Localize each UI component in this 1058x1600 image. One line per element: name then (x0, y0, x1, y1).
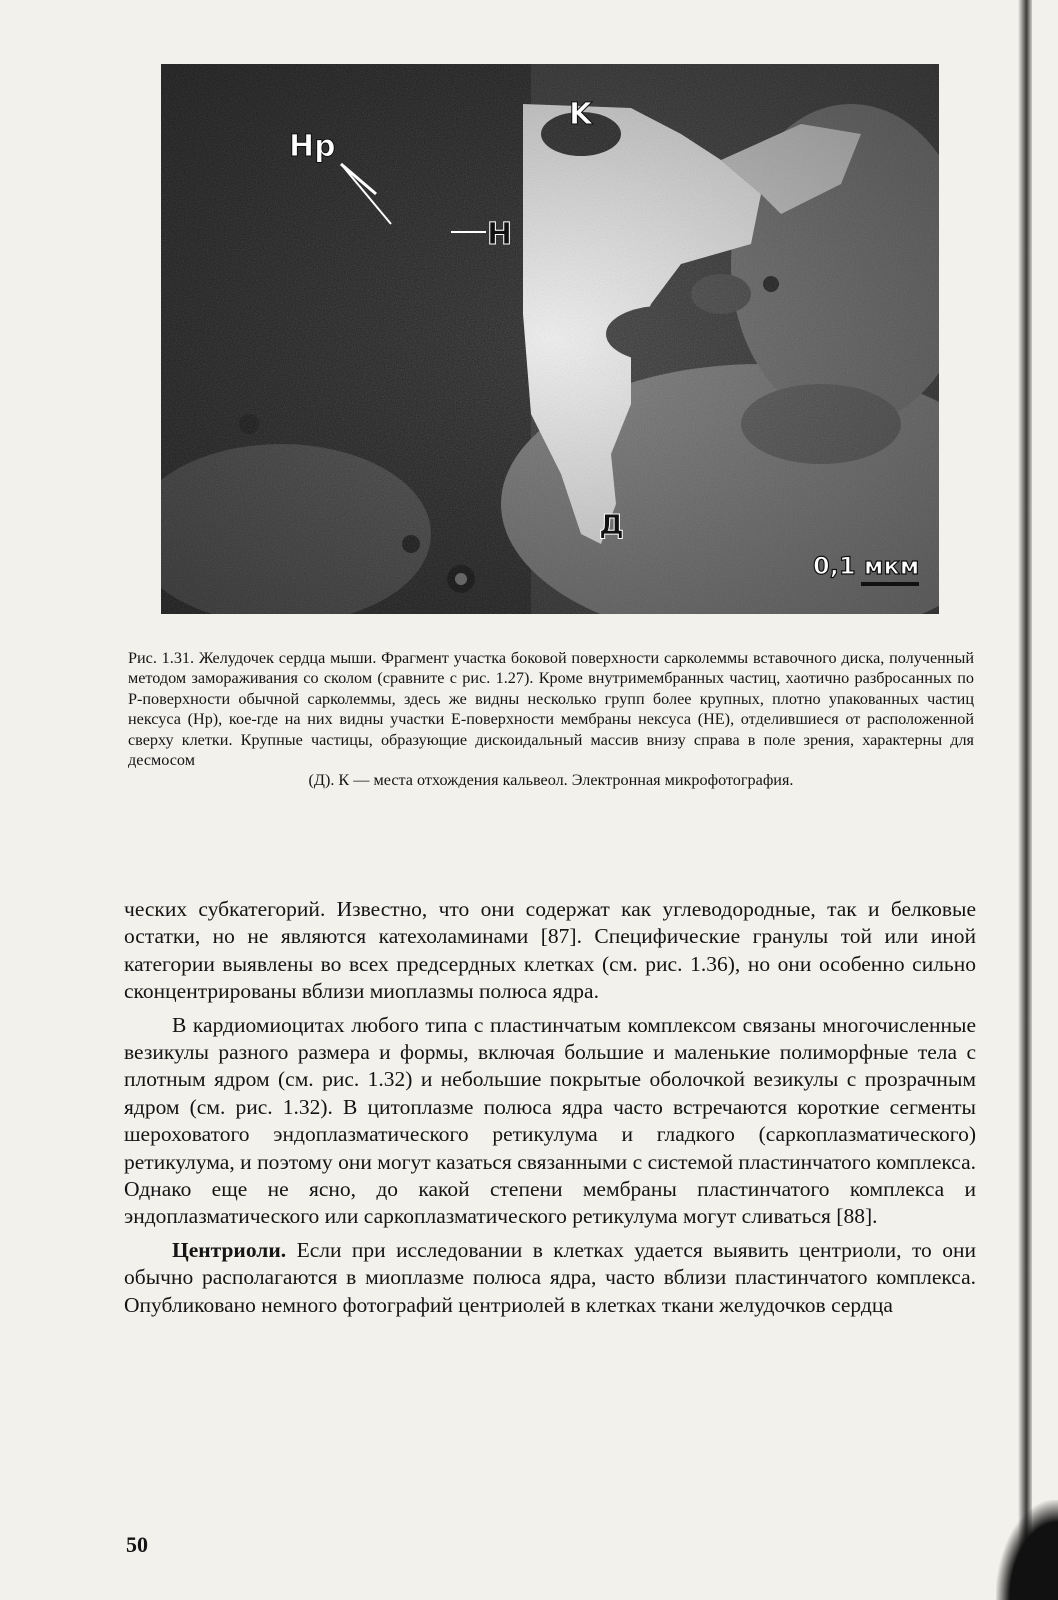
figure-caption (128, 648, 974, 791)
section-run-head: Центриоли. (172, 1237, 287, 1262)
body-text (124, 896, 976, 1319)
paragraph-2: В кардиомиоцитах любого типа с пластинчатым комплексом связаны многочисленные везикулы разного размера и формы, включая большие и маленькие полиморфные тела с плотным ядром (см. рис. 1.32) и небольшие покрытые оболочкой везикулы с прозрачным ядром (см. рис. 1.32). В цитоплазме полюса ядра часто встречаются короткие сегменты шероховатого эндоплазматического ретикулума и гладкого (саркоплазматического) ретикулума, и поэтому они могут казаться связанными с системой пластинчатого комплекса. Однако еще не ясно, до какой степени мембраны пластинчатого комплекса и эндоплазматического или саркоплазматического ретикулума могут сливаться [88]. (124, 1012, 976, 1229)
electron-micrograph (161, 64, 939, 614)
page-number: 50 (126, 1532, 148, 1557)
label-d: Д (599, 508, 624, 541)
caption-last-line: (Д). К — места отхождения кальвеол. Электронная микрофотография. (308, 771, 794, 790)
paragraph-1: ческих субкатегорий. Известно, что они содержат как углеводородные, так и белковые остатки, но не являются катехоламинами [87]. Специфические гранулы той или иной категории выявлены во всех предсердных клетках (см. рис. 1.36), но они особенно сильно сконцентрированы вблизи миоплазмы полюса ядра. (124, 897, 976, 1004)
label-hp: Hp (289, 129, 336, 164)
scale-bar-label: 0,1 мкм (813, 552, 920, 580)
label-h: H (487, 217, 513, 252)
label-k: K (569, 97, 593, 132)
caption-text: Рис. 1.31. Желудочек сердца мыши. Фрагмент участка боковой поверхности сарколеммы вставочного диска, полученный методом замораживания со сколом (сравните с рис. 1.27). Кроме внутримембранных частиц, хаотично разбросанных по Р-поверхности обычной сарколеммы, здесь же видны несколько групп более крупных, плотно упакованных частиц нексуса (Hp), кое-где на них видны участки Е-поверхности мембраны нексуса (HE), отделившиеся от расположенной сверху клетки. Крупные частицы, образующие дискоидальный массив внизу справа в поле зрения, характерны для десмосом (128, 649, 974, 770)
scan-corner-blot (996, 1500, 1058, 1600)
scan-edge-shadow (1018, 0, 1032, 1600)
paragraph-3-text: Если при исследовании в клетках удается выявить центриоли, то они обычно располагаются в миоплазме полюса ядра, часто вблизи пластинчатого комплекса. Опубликовано немного фотографий центриолей в клетках ткани желудочков сердца (124, 1237, 977, 1317)
paragraph-3 (124, 1237, 976, 1319)
